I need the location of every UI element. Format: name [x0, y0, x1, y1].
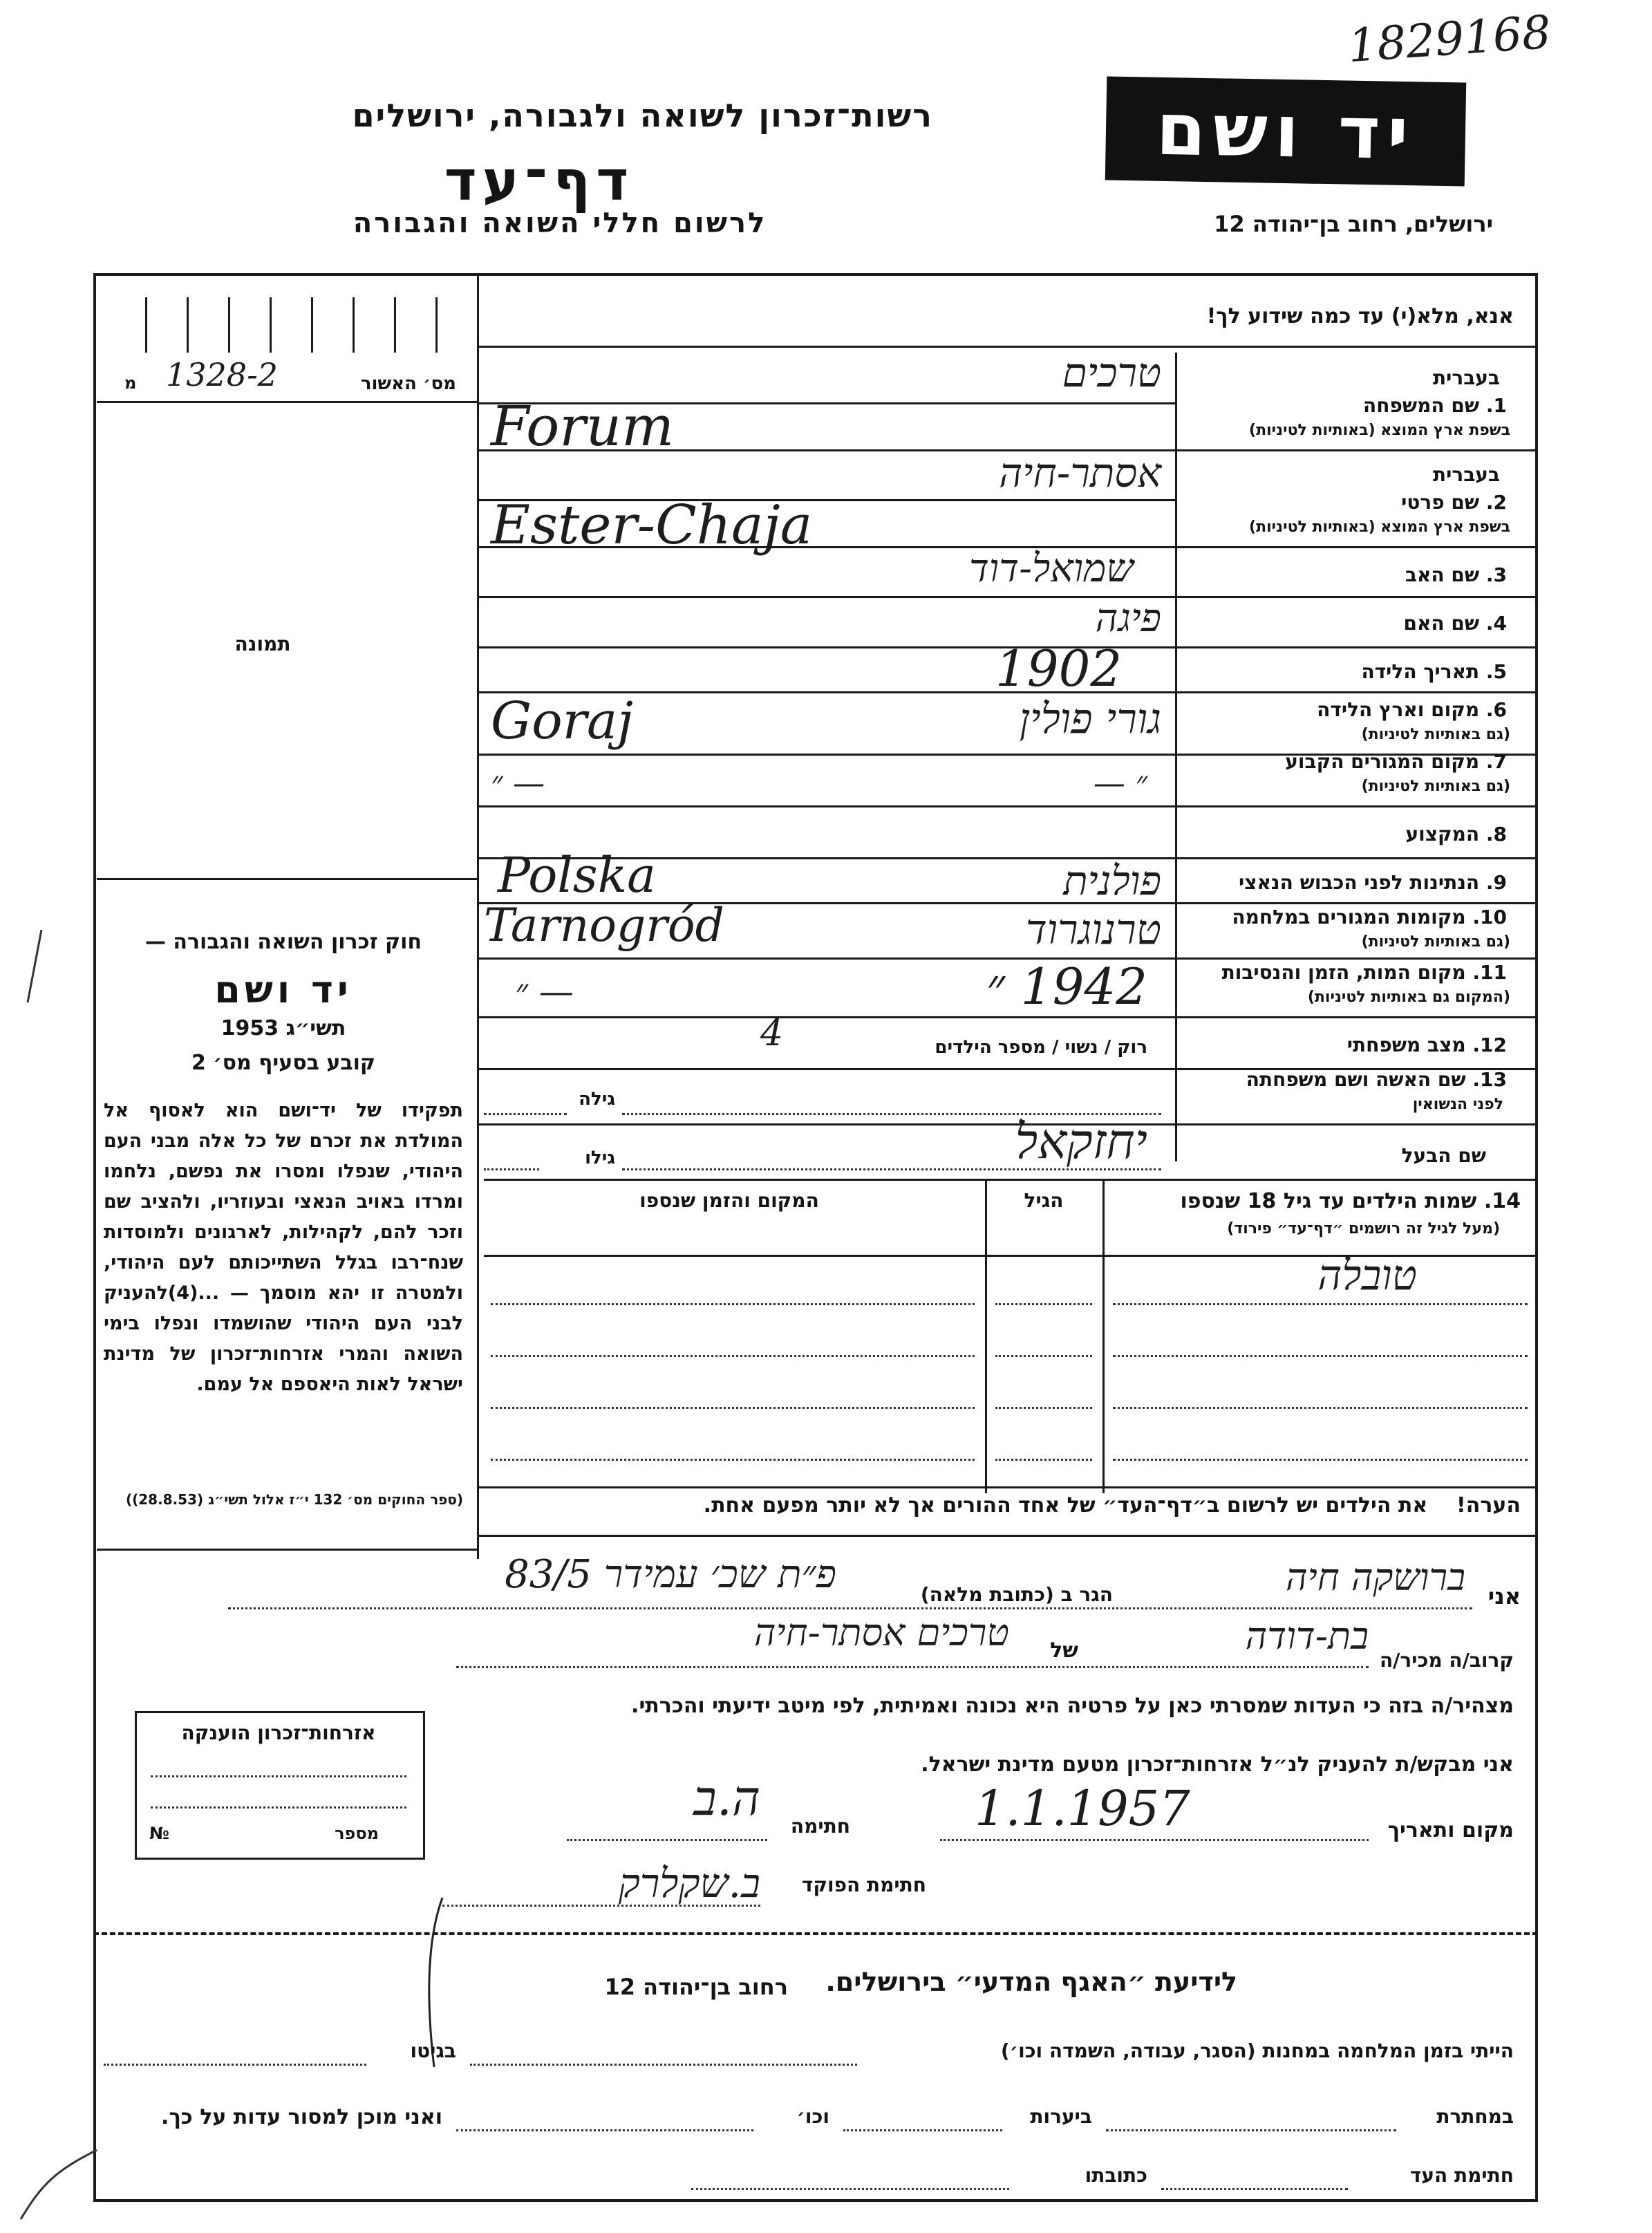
margin-mark — [21, 926, 48, 1009]
law-text: תפקידו של יד־ושם הוא לאסוף אל המולדת את זכרם של כל אלה מבני העם היהודי, שנפלו ומסרו את נפשם, נלחמו ומרדו באויב הנאצי ובעוזריו, ולהציב שם וזכר להם, לקהילות, לארגונים ולמוסדות שנח־רבו בגלל השתייכותם לעם היהודי, ולמטרה זו יהא מוסמך — ...(4)להעניק לבני העם היהודי שהושמדו ונפלו בימי השואה והמרי אזרחות־זכרון של מדינת ישראל לאות היאספם אל עמם. — [104, 1100, 463, 1395]
field-3-text: שם האב — [1405, 563, 1480, 586]
citizenship-latin[interactable]: Polska — [498, 847, 656, 904]
wife-age-label: גילה — [579, 1089, 615, 1110]
surname-hebrew[interactable]: טרכים — [1062, 349, 1161, 396]
rule — [1161, 2188, 1348, 2190]
rule — [985, 1179, 987, 1493]
rule — [93, 1932, 1538, 1935]
children-section-sub: (מעל לגיל זה רושמים ״דף־עד״ פירוד) — [1227, 1220, 1500, 1237]
intro-instruction: אנא, מלא(י) עד כמה שידוע לך! — [1206, 304, 1514, 328]
birth-date[interactable]: 1902 — [995, 639, 1123, 698]
logo-text: יד ושם — [1155, 86, 1416, 176]
field-1-label — [1182, 394, 1507, 417]
rule — [995, 1407, 1092, 1409]
statement: מצהיר/ה בזה כי העדות שמסרתי כאן על פרטיה היא נכונה ואמיתית, לפי מיטב ידיעתי והכרתי. — [631, 1694, 1514, 1718]
rule — [97, 401, 477, 403]
ghetto-label: בגיטו — [410, 2039, 456, 2062]
children-count[interactable]: 4 — [760, 1013, 784, 1054]
approval-label: מס׳ האשור — [360, 373, 456, 394]
citizenship-hebrew[interactable]: פולנית — [1063, 857, 1161, 904]
field-13-text: שם האשה ושם משפחתה — [1246, 1068, 1466, 1091]
field-6-sub: (גם באותיות לטיניות) — [1361, 726, 1510, 743]
rule — [477, 1535, 1538, 1537]
rule — [151, 1775, 406, 1777]
field-11-sub: (המקום גם באותיות לטיניות) — [1307, 989, 1510, 1006]
approval-number: 1328-2 — [166, 356, 278, 393]
law-source: (ספר החוקים מס׳ 132 י״ז אלול תשי״ג (28.8.53)) — [125, 1491, 463, 1508]
approval-prefix: מ — [124, 373, 137, 393]
label-column-divider — [1175, 353, 1177, 1161]
rule — [442, 1905, 760, 1907]
rule — [995, 1303, 1092, 1305]
rule — [1113, 1459, 1528, 1461]
rule — [484, 1168, 539, 1170]
rule — [456, 2129, 753, 2131]
death-place-latin[interactable]: ״ — — [515, 971, 574, 1011]
declarant-name[interactable]: ברושקה חיה — [1285, 1555, 1465, 1599]
rule — [187, 297, 189, 353]
rule — [491, 1407, 975, 1409]
father-name[interactable]: שמואל-דוד — [968, 546, 1134, 591]
field-11-num: 11. — [1472, 961, 1507, 984]
birthplace-hebrew[interactable]: גורי פולין — [1019, 695, 1161, 743]
husband-name[interactable]: יחזקאל — [1015, 1113, 1147, 1170]
citizenship-stamp-box — [135, 1711, 425, 1860]
number-label: מספר — [335, 1824, 379, 1843]
photo-label: תמונה — [234, 633, 291, 655]
rule — [104, 2064, 366, 2066]
declaration-date[interactable]: 1.1.1957 — [975, 1780, 1190, 1837]
rule — [470, 2064, 857, 2066]
rule — [228, 297, 230, 353]
rule — [995, 1355, 1092, 1357]
testimony-ready: ואני מוכן למסור עדות על כך. — [161, 2105, 442, 2129]
field-9-text: הנתינות לפני הכבוש הנאצי — [1239, 871, 1480, 894]
rule — [567, 1839, 767, 1841]
field-10-label — [1182, 906, 1507, 928]
left-column-divider — [477, 273, 479, 1559]
field-3-label — [1182, 563, 1507, 586]
institution-address: ירושלים, רחוב בן־יהודה 12 — [1214, 211, 1493, 237]
field-13-num: 13. — [1472, 1068, 1507, 1091]
form-title: דף־עד — [444, 149, 635, 213]
rule — [477, 1016, 1538, 1018]
children-section-label: 14. שמות הילדים עד גיל 18 שנספו — [1180, 1189, 1521, 1213]
rule — [97, 1549, 477, 1551]
field-5-num: 5. — [1485, 660, 1507, 683]
surname-latin[interactable]: Forum — [491, 394, 674, 458]
underground-label: במחתרת — [1436, 2105, 1514, 2128]
field-6-num: 6. — [1485, 698, 1507, 721]
husband-label: שם הבעל — [1401, 1144, 1486, 1167]
field-11-label — [1182, 961, 1507, 984]
note-line — [484, 1493, 1521, 1517]
rule — [477, 691, 1538, 693]
rule — [491, 1355, 975, 1357]
field-1-sub: בשפת ארץ המוצא (באותיות לטיניות) — [1249, 422, 1510, 439]
wartime-residence-latin[interactable]: Tarnogród — [484, 899, 724, 952]
of-name[interactable]: טרכים אסתר-חיה — [753, 1611, 1009, 1654]
rule — [1106, 2129, 1396, 2131]
field-4-text: שם האם — [1403, 612, 1480, 635]
field-9-label — [1182, 871, 1507, 894]
field-7-sub: (גם באותיות לטיניות) — [1361, 778, 1510, 795]
rule — [491, 1459, 975, 1461]
bottom-title: לידיעת ״האגף המדעי״ בירושלים. — [825, 1967, 1237, 1997]
field-10-sub: (גם באותיות לטיניות) — [1361, 933, 1510, 951]
rule — [353, 297, 355, 353]
approval-boxes — [124, 297, 456, 353]
declarant-address[interactable]: פ״ת שכ׳ עמידר 83/5 — [505, 1552, 836, 1597]
rule — [1113, 1355, 1528, 1357]
rule — [228, 1607, 1472, 1609]
field-2-text: שם פרטי — [1401, 491, 1480, 514]
marital-options: רוק / נשוי / מספר הילדים — [935, 1037, 1147, 1058]
residence-latin[interactable]: ״ — — [491, 764, 545, 801]
place-header: המקום והזמן שנספו — [639, 1189, 819, 1212]
field-8-num: 8. — [1485, 823, 1507, 845]
rule — [940, 1839, 1369, 1841]
rule — [145, 297, 147, 353]
law-title: חוק זכרון השואה והגבורה — — [144, 930, 422, 954]
death-place-hebrew[interactable]: 1942 ״ — [986, 957, 1147, 1016]
field-1-num: 1. — [1485, 394, 1507, 417]
place-date-label: מקום ותאריך — [1387, 1818, 1514, 1842]
field-5-text: תאריך הלידה — [1361, 660, 1480, 683]
field-12-num: 12. — [1472, 1034, 1507, 1056]
residence-hebrew[interactable]: ״ — — [1093, 764, 1147, 801]
rule — [691, 2188, 1009, 2190]
field-13-label — [1182, 1068, 1507, 1091]
rule — [456, 1666, 1369, 1668]
rule — [1113, 1407, 1528, 1409]
husband-age-label: גילו — [585, 1148, 615, 1168]
official-signature[interactable]: ב.שקלרק — [618, 1860, 760, 1907]
field-12-text: מצב משפחתי — [1346, 1034, 1466, 1056]
declarant-ani: אני — [1487, 1583, 1521, 1609]
rule — [477, 1486, 1538, 1488]
note-label: הערה! — [1456, 1493, 1521, 1517]
rule — [1102, 1179, 1105, 1493]
law-clause: קובע בסעיף מס׳ 2 — [191, 1051, 376, 1075]
yad-vashem-logo — [1105, 76, 1467, 186]
rule — [477, 346, 1538, 348]
field-7-text: מקום המגורים הקבוע — [1285, 750, 1480, 773]
wartime-residence-hebrew[interactable]: טרנוגרוד — [1025, 906, 1161, 954]
field-13-sub: לפני הנשואין — [1412, 1096, 1503, 1113]
forests-label: ביערות — [1030, 2105, 1092, 2128]
field-7-num: 7. — [1485, 750, 1507, 773]
field-6-text: מקום וארץ הלידה — [1317, 698, 1480, 721]
birthplace-latin[interactable]: Goraj — [491, 691, 634, 751]
official-signature-label: חתימת הפוקד — [801, 1874, 926, 1896]
child-name[interactable]: טובלה — [1317, 1251, 1417, 1300]
field-9-num: 9. — [1485, 871, 1507, 894]
field-11-text: מקום המות, הזמן והנסיבות — [1221, 961, 1466, 984]
field-6-label — [1182, 698, 1507, 721]
rule — [97, 878, 477, 880]
field-3-num: 3. — [1485, 563, 1507, 586]
field-8-text: המקצוע — [1405, 823, 1480, 845]
camps-label: הייתי בזמן המלחמה במחנות (הסגר, עבודה, השמדה וכו׳) — [1000, 2039, 1514, 2062]
note-text: את הילדים יש לרשום ב״דף־העד״ של אחד ההורים אך לא יותר מפעם אחת. — [703, 1493, 1428, 1517]
margin-mark-2 — [14, 2122, 111, 2226]
margin-stroke — [28, 930, 41, 1002]
rule — [622, 1168, 1161, 1170]
rule — [435, 297, 438, 353]
field-4-num: 4. — [1485, 612, 1507, 635]
relation[interactable]: בת-דודה — [1245, 1614, 1369, 1658]
rule — [394, 297, 396, 353]
rule — [151, 1806, 406, 1809]
rule — [1113, 1303, 1528, 1305]
given-name-hebrew[interactable]: אסתר-חיה — [999, 449, 1161, 496]
age-header: הגיל — [1024, 1189, 1064, 1212]
authority-name: רשות־זכרון לשואה ולגבורה, ירושלים — [352, 97, 933, 134]
archive-number: 1829168 — [1346, 5, 1553, 73]
law-name: יד ושם — [214, 968, 353, 1011]
field-7-label — [1182, 750, 1507, 773]
field-10-num: 10. — [1472, 906, 1507, 928]
number-sign: № — [149, 1824, 169, 1843]
rule — [843, 2129, 1002, 2131]
rule — [477, 805, 1538, 807]
relation-label: קרוב/ה מכיר/ה — [1379, 1649, 1514, 1672]
resides-label: הגר ב (כתובת מלאה) — [920, 1583, 1113, 1606]
field-2-num: 2. — [1485, 491, 1507, 514]
witness-address-label: כתובתו — [1085, 2164, 1147, 2187]
field-2-sub: בשפת ארץ המוצא (באותיות לטיניות) — [1249, 518, 1510, 536]
etc-label: וכו׳ — [796, 2105, 829, 2128]
field-4-label — [1182, 612, 1507, 635]
field-8-label — [1182, 823, 1507, 845]
rule — [995, 1459, 1092, 1461]
declarant-signature[interactable]: ה.ב — [693, 1770, 760, 1826]
margin-stroke-2 — [21, 2150, 97, 2219]
law-year: תשי״ג 1953 — [220, 1016, 346, 1040]
form-subtitle: לרשום חללי השואה והגבורה — [353, 207, 767, 239]
stamp-box-title: אזרחות־זכרון הוענקה — [181, 1721, 376, 1744]
bottom-address: רחוב בן־יהודה 12 — [604, 1974, 788, 2000]
field-2-label — [1182, 491, 1507, 514]
witness-signature-label: חתימת העד — [1409, 2164, 1514, 2187]
field-10-text: מקומות המגורים במלחמה — [1232, 906, 1466, 928]
given-name-latin[interactable]: Ester-Chaja — [491, 494, 813, 557]
field-12-label — [1182, 1034, 1507, 1056]
field-1-tag: בעברית — [1432, 366, 1500, 389]
signature-label: חתימה — [790, 1815, 850, 1838]
field-2-tag: בעברית — [1432, 463, 1500, 486]
field-5-label — [1182, 660, 1507, 683]
rule — [311, 297, 313, 353]
mother-name[interactable]: פיגה — [1095, 596, 1161, 641]
request: אני מבקש/ת להעניק לנ״ל אזרחות־זכרון מטעם מדינת ישראל. — [921, 1753, 1514, 1777]
rule — [491, 1303, 975, 1305]
of-label: של — [1050, 1638, 1078, 1663]
rule — [484, 1113, 567, 1115]
rule — [270, 297, 272, 353]
field-1-text: שם המשפחה — [1363, 394, 1480, 417]
